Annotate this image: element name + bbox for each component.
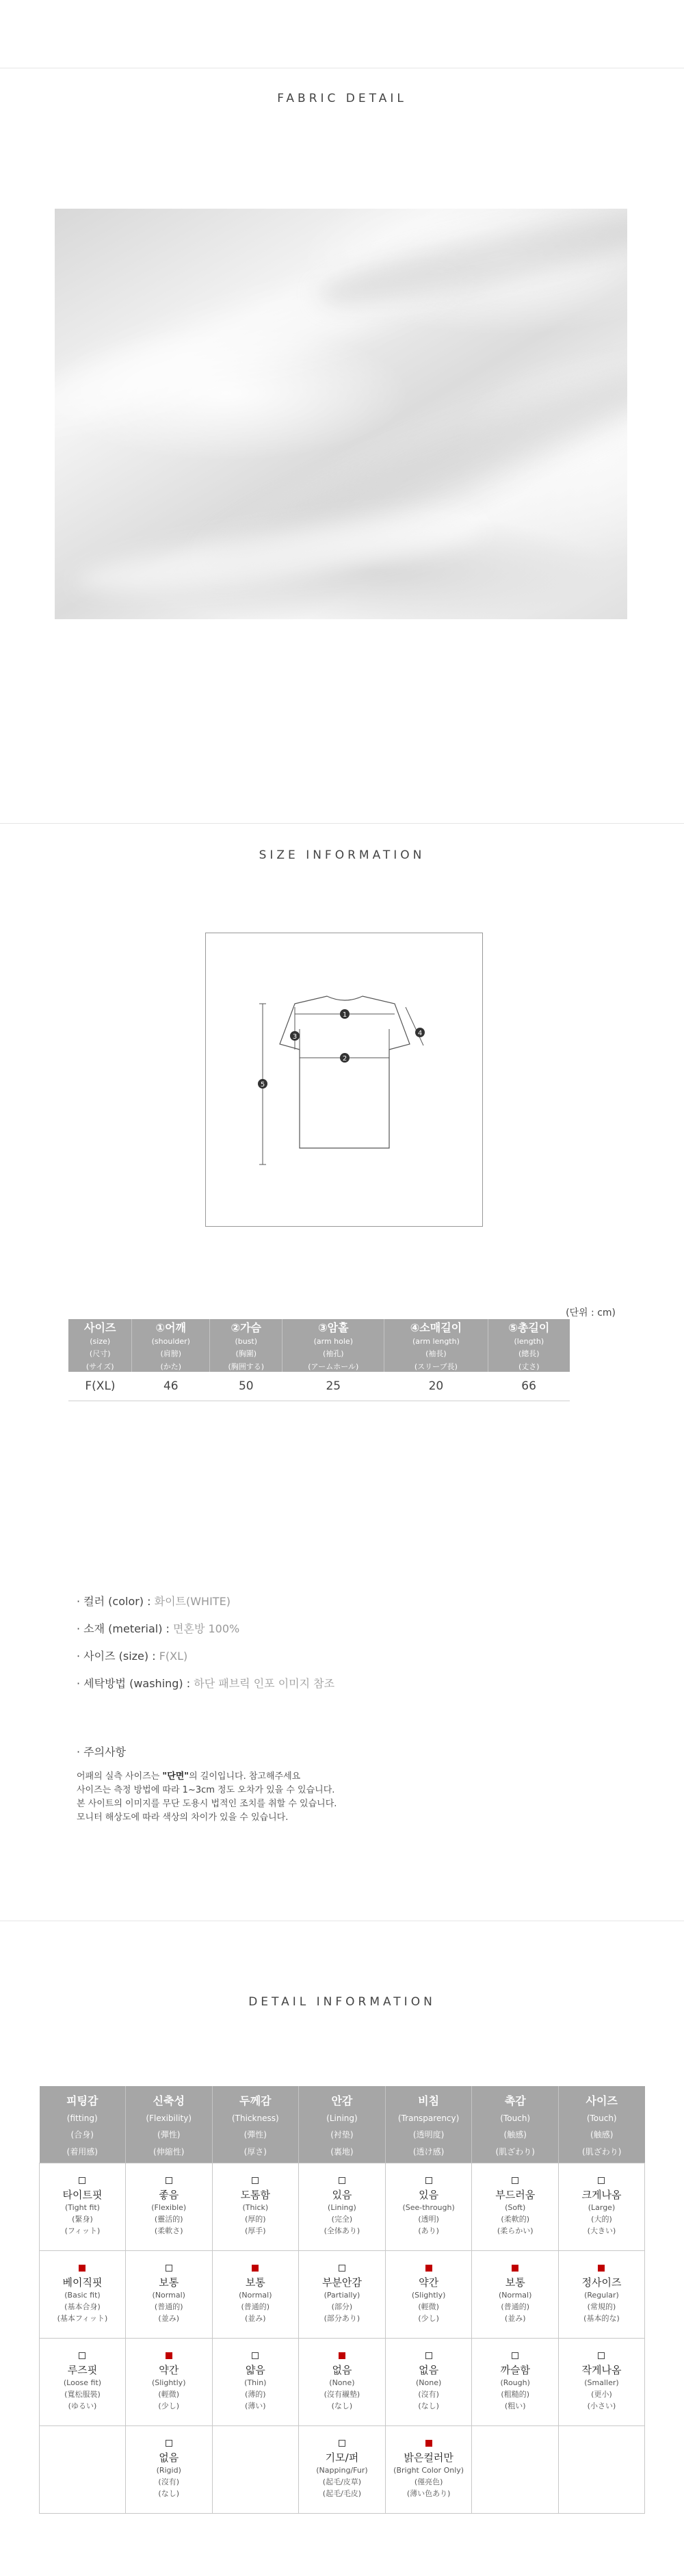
info-size: · 사이즈 (size) : F(XL) xyxy=(77,1650,188,1663)
option-sub-label: (Flexible) xyxy=(151,2203,187,2212)
option-sub-label: (粗糙的) xyxy=(501,2390,529,2399)
notes-line-1: 어패의 실측 사이즈는 "단면"의 길이입니다. 참고해주세요 xyxy=(77,1771,301,1782)
detail-cell xyxy=(299,2426,386,2514)
option-sub-label: (緊身) xyxy=(72,2215,93,2224)
checked-box-icon xyxy=(252,2265,259,2272)
option-sub-label: (Thin) xyxy=(244,2378,267,2387)
header-armhole: ③암홀 (arm hole) (袖孔) (アームホール) xyxy=(282,1319,384,1372)
table-row xyxy=(40,2163,645,2251)
option-label: 베이직핏 xyxy=(62,2276,103,2289)
option-sub-label: (少し) xyxy=(158,2402,180,2410)
cell-shoulder: 46 xyxy=(132,1372,210,1401)
marker-5: 5 xyxy=(260,1081,265,1089)
header-arm-length: ④소매길이 (arm length) (袖長) (スリーブ長) xyxy=(384,1319,488,1372)
table-row xyxy=(40,2339,645,2426)
detail-cell xyxy=(385,2163,472,2251)
option-label: 약간 xyxy=(159,2364,179,2376)
detail-header: 신축성 (Flexibility) (彈性) (伸縮性) xyxy=(125,2086,212,2163)
detail-header: 사이즈 (Touch) (触感) (肌ざわり) xyxy=(558,2086,644,2163)
unchecked-box-icon xyxy=(598,2177,605,2184)
option-label: 타이트핏 xyxy=(62,2189,103,2201)
option-sub-label: (なし) xyxy=(158,2489,180,2498)
detail-cell xyxy=(40,2163,126,2251)
marker-2: 2 xyxy=(342,1055,347,1063)
cell-arm-length: 20 xyxy=(384,1372,488,1401)
option-sub-label: (See-through) xyxy=(402,2203,455,2212)
unit-label: (단위 : cm) xyxy=(566,1307,616,1318)
option-sub-label: (Large) xyxy=(588,2203,616,2212)
detail-cell xyxy=(212,2426,299,2514)
detail-cell xyxy=(212,2163,299,2251)
option-sub-label: (粗い) xyxy=(504,2402,526,2410)
option-label: 밝은컬러만 xyxy=(404,2451,453,2464)
option-label: 정사이즈 xyxy=(581,2276,622,2289)
option-sub-label: (靈活的) xyxy=(154,2215,183,2224)
option-sub-label: (厚的) xyxy=(245,2215,266,2224)
size-table-header xyxy=(68,1319,570,1372)
option-sub-label: (寬松服裝) xyxy=(64,2390,101,2399)
option-sub-label: (普通的) xyxy=(241,2302,270,2311)
option-sub-label: (フィット) xyxy=(64,2226,101,2235)
option-sub-label: (薄的) xyxy=(245,2390,266,2399)
option-sub-label: (Partially) xyxy=(324,2291,360,2300)
detail-cell xyxy=(385,2251,472,2339)
option-sub-label: (柔軟的) xyxy=(501,2215,529,2224)
notes-title: · 주의사항 xyxy=(77,1745,126,1758)
option-sub-label: (Slightly) xyxy=(151,2378,186,2387)
checked-box-icon xyxy=(512,2265,518,2272)
option-sub-label: (Basic fit) xyxy=(64,2291,101,2300)
detail-cell xyxy=(299,2339,386,2426)
unchecked-box-icon xyxy=(166,2440,172,2447)
unchecked-box-icon xyxy=(339,2177,345,2184)
unchecked-box-icon xyxy=(425,2352,432,2359)
detail-cell xyxy=(558,2163,644,2251)
detail-cell xyxy=(385,2339,472,2426)
option-sub-label: (僅亮色) xyxy=(414,2477,443,2486)
option-sub-label: (更小) xyxy=(591,2390,612,2399)
option-sub-label: (Smaller) xyxy=(584,2378,619,2387)
unchecked-box-icon xyxy=(79,2177,86,2184)
option-label: 얇음 xyxy=(245,2364,265,2376)
option-sub-label: (部分あり) xyxy=(324,2314,360,2323)
detail-cell xyxy=(472,2163,558,2251)
detail-cell xyxy=(558,2251,644,2339)
detail-header: 두께감 (Thickness) (彈性) (厚さ) xyxy=(212,2086,299,2163)
detail-header: 촉감 (Touch) (触感) (肌ざわり) xyxy=(472,2086,558,2163)
option-sub-label: (厚手) xyxy=(245,2226,266,2235)
notes-block xyxy=(77,1743,337,1825)
option-label: 없음 xyxy=(419,2364,439,2376)
option-sub-label: (薄い色あり) xyxy=(406,2489,451,2498)
header-shoulder: ①어깨 (shoulder) (肩膀) (かた) xyxy=(132,1319,210,1372)
info-material: · 소재 (meterial) : 면혼방 100% xyxy=(77,1622,240,1635)
option-sub-label: (常規的) xyxy=(587,2302,616,2311)
option-sub-label: (Bright Color Only) xyxy=(393,2466,464,2475)
option-sub-label: (ゆるい) xyxy=(68,2402,97,2410)
fabric-detail-title: FABRIC DETAIL xyxy=(277,92,407,105)
option-sub-label: (Slightly) xyxy=(411,2291,446,2300)
option-sub-label: (基本的な) xyxy=(583,2314,620,2323)
table-row xyxy=(40,2426,645,2514)
checked-box-icon xyxy=(339,2352,345,2359)
detail-cell xyxy=(472,2426,558,2514)
detail-cell xyxy=(40,2426,126,2514)
detail-cell xyxy=(40,2339,126,2426)
marker-3: 3 xyxy=(292,1033,298,1041)
marker-1: 1 xyxy=(342,1011,347,1019)
option-sub-label: (全体あり) xyxy=(324,2226,360,2235)
cell-size: F(XL) xyxy=(68,1372,132,1401)
checked-box-icon xyxy=(425,2440,432,2447)
detail-cell xyxy=(472,2339,558,2426)
option-sub-label: (起毛/皮草) xyxy=(322,2477,362,2486)
option-label: 작게나옴 xyxy=(581,2364,622,2376)
marker-4: 4 xyxy=(417,1030,423,1037)
option-sub-label: (基本フィット) xyxy=(57,2314,108,2323)
notes-line-4: 모니터 해상도에 따라 색상의 차이가 있을 수 있습니다. xyxy=(77,1812,289,1823)
notes-line-3: 본 사이트의 이미지를 무단 도용시 법적인 조치를 취할 수 있습니다. xyxy=(77,1799,337,1809)
detail-header: 피팅감 (fitting) (合身) (着用感) xyxy=(40,2086,126,2163)
checked-box-icon xyxy=(425,2265,432,2272)
unchecked-box-icon xyxy=(166,2177,172,2184)
unchecked-box-icon xyxy=(512,2352,518,2359)
detail-cell xyxy=(125,2251,212,2339)
option-sub-label: (Lining) xyxy=(328,2203,356,2212)
option-sub-label: (少し) xyxy=(418,2314,439,2323)
option-label: 보통 xyxy=(159,2276,179,2289)
option-sub-label: (完全) xyxy=(331,2215,353,2224)
option-sub-label: (沒有) xyxy=(158,2477,180,2486)
option-sub-label: (柔軟さ) xyxy=(154,2226,183,2235)
option-sub-label: (起毛/毛皮) xyxy=(322,2489,362,2498)
table-row xyxy=(40,2251,645,2339)
option-sub-label: (並み) xyxy=(158,2314,180,2323)
detail-cell xyxy=(125,2163,212,2251)
detail-cell xyxy=(212,2339,299,2426)
unchecked-box-icon xyxy=(425,2177,432,2184)
option-label: 까슬함 xyxy=(500,2364,530,2376)
header-length: ⑤총길이 (length) (總長) (丈さ) xyxy=(488,1319,570,1372)
detail-cell xyxy=(125,2426,212,2514)
unchecked-box-icon xyxy=(79,2352,86,2359)
option-sub-label: (小さい) xyxy=(587,2402,616,2410)
option-sub-label: (薄い) xyxy=(245,2402,266,2410)
option-label: 도톰함 xyxy=(240,2189,271,2201)
detail-information-title: DETAIL INFORMATION xyxy=(248,1995,436,2009)
option-sub-label: (大きい) xyxy=(587,2226,616,2235)
size-information-title: SIZE INFORMATION xyxy=(259,848,425,862)
option-sub-label: (なし) xyxy=(331,2402,353,2410)
option-sub-label: (Loose fit) xyxy=(63,2378,102,2387)
option-sub-label: (並み) xyxy=(504,2314,526,2323)
option-sub-label: (None) xyxy=(415,2378,442,2387)
fabric-image xyxy=(55,209,627,619)
notes-line-2: 사이즈는 측정 방법에 따라 1~3cm 정도 오차가 있을 수 있습니다. xyxy=(77,1785,335,1795)
size-diagram xyxy=(205,933,483,1227)
option-sub-label: (Tight fit) xyxy=(64,2203,100,2212)
checked-box-icon xyxy=(79,2265,86,2272)
cell-armhole: 25 xyxy=(282,1372,384,1401)
unchecked-box-icon xyxy=(339,2440,345,2447)
option-label: 좋음 xyxy=(159,2189,179,2201)
option-sub-label: (沒有襯墊) xyxy=(324,2390,360,2399)
cell-bust: 50 xyxy=(210,1372,282,1401)
option-sub-label: (部分) xyxy=(331,2302,353,2311)
option-sub-label: (沒有) xyxy=(418,2390,439,2399)
unchecked-box-icon xyxy=(252,2177,259,2184)
option-label: 부드러움 xyxy=(495,2189,536,2201)
option-sub-label: (基本合身) xyxy=(64,2302,101,2311)
detail-cell xyxy=(558,2339,644,2426)
option-sub-label: (Normal) xyxy=(152,2291,185,2300)
option-label: 보통 xyxy=(505,2276,525,2289)
header-size: 사이즈 (size) (尺寸) (サイズ) xyxy=(68,1319,132,1372)
option-sub-label: (Rough) xyxy=(500,2378,530,2387)
option-sub-label: (Normal) xyxy=(239,2291,272,2300)
unchecked-box-icon xyxy=(512,2177,518,2184)
size-table xyxy=(68,1319,570,1401)
detail-table-header xyxy=(40,2086,645,2163)
option-label: 약간 xyxy=(419,2276,439,2289)
option-label: 루즈핏 xyxy=(67,2364,98,2376)
option-sub-label: (柔らかい) xyxy=(497,2226,534,2235)
unchecked-box-icon xyxy=(339,2265,345,2272)
option-sub-label: (None) xyxy=(329,2378,355,2387)
header-bust: ②가슴 (bust) (胸圍) (胸囲する) xyxy=(210,1319,282,1372)
detail-cell xyxy=(125,2339,212,2426)
option-sub-label: (Normal) xyxy=(499,2291,532,2300)
option-sub-label: (輕微) xyxy=(158,2390,180,2399)
tshirt-diagram xyxy=(206,933,482,1226)
detail-table xyxy=(39,2086,645,2514)
unchecked-box-icon xyxy=(252,2352,259,2359)
option-sub-label: (並み) xyxy=(245,2314,266,2323)
detail-header: 비침 (Transparency) (透明度) (透け感) xyxy=(385,2086,472,2163)
option-sub-label: (Rigid) xyxy=(156,2466,181,2475)
option-label: 없음 xyxy=(159,2451,179,2464)
option-sub-label: (Thick) xyxy=(242,2203,269,2212)
info-color: · 컬러 (color) : 화이트(WHITE) xyxy=(77,1595,231,1608)
cell-length: 66 xyxy=(488,1372,570,1401)
option-sub-label: (普通的) xyxy=(154,2302,183,2311)
checked-box-icon xyxy=(166,2352,172,2359)
option-sub-label: (Napping/Fur) xyxy=(316,2466,368,2475)
detail-header: 안감 (Lining) (衬垫) (裏地) xyxy=(299,2086,386,2163)
detail-cell xyxy=(212,2251,299,2339)
option-sub-label: (透明) xyxy=(418,2215,439,2224)
unchecked-box-icon xyxy=(166,2265,172,2272)
option-label: 있음 xyxy=(419,2189,439,2201)
option-label: 보통 xyxy=(245,2276,265,2289)
option-sub-label: (Soft) xyxy=(505,2203,526,2212)
option-sub-label: (あり) xyxy=(418,2226,439,2235)
option-label: 크게나옴 xyxy=(581,2189,622,2201)
unchecked-box-icon xyxy=(598,2352,605,2359)
detail-cell xyxy=(299,2251,386,2339)
option-label: 기모/퍼 xyxy=(325,2451,359,2464)
option-sub-label: (普通的) xyxy=(501,2302,529,2311)
divider-fabric xyxy=(0,823,684,824)
detail-cell xyxy=(558,2426,644,2514)
info-washing: · 세탁방법 (washing) : 하단 패브릭 인포 이미지 참조 xyxy=(77,1677,335,1690)
option-label: 부분안감 xyxy=(321,2276,362,2289)
option-sub-label: (輕微) xyxy=(418,2302,439,2311)
detail-cell xyxy=(385,2426,472,2514)
detail-cell xyxy=(299,2163,386,2251)
option-sub-label: (なし) xyxy=(418,2402,439,2410)
option-label: 없음 xyxy=(332,2364,352,2376)
option-label: 있음 xyxy=(332,2189,352,2201)
checked-box-icon xyxy=(598,2265,605,2272)
detail-cell xyxy=(40,2251,126,2339)
table-row xyxy=(68,1372,570,1401)
option-sub-label: (大的) xyxy=(591,2215,612,2224)
detail-cell xyxy=(472,2251,558,2339)
option-sub-label: (Regular) xyxy=(584,2291,619,2300)
